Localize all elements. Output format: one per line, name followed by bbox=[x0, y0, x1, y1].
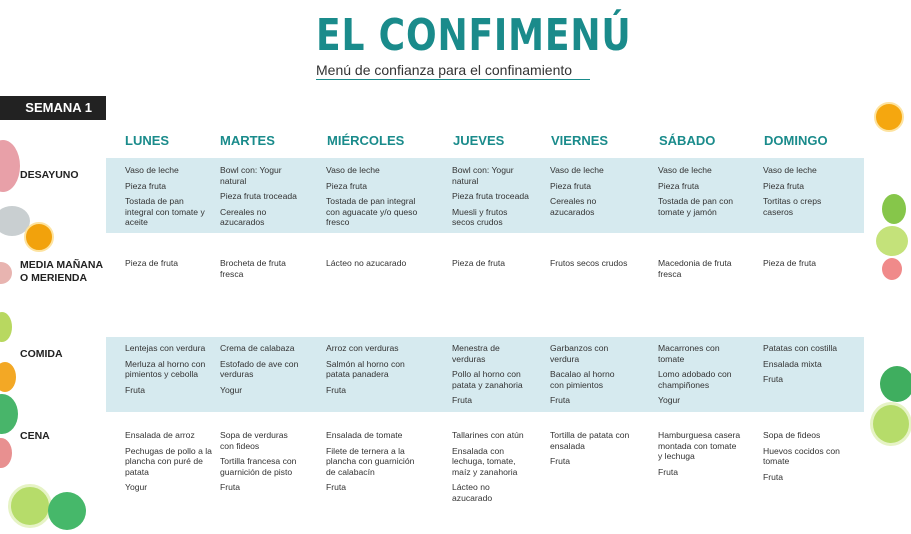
menu-cell-snack-monday bbox=[125, 258, 213, 274]
menu-item: Fruta bbox=[550, 395, 571, 406]
menu-cell-lunch-tuesday bbox=[220, 343, 304, 400]
menu-item: Ensalada de tomate bbox=[326, 430, 403, 440]
menu-cell-breakfast-thursday bbox=[452, 165, 532, 233]
menu-item: Ensalada de arroz bbox=[125, 430, 195, 440]
menu-item: Fruta bbox=[326, 482, 347, 493]
menu-item: Sopa de verduras con fideos bbox=[220, 430, 288, 451]
menu-item: Macarrones con tomate bbox=[658, 343, 720, 364]
menu-cell-lunch-friday bbox=[550, 343, 630, 411]
menu-item: Tostada de pan integral con aguacate y/o queso fresco bbox=[326, 196, 418, 228]
menu-item: Fruta bbox=[125, 384, 146, 395]
day-header-tuesday: MARTES bbox=[220, 133, 275, 148]
menu-item: Fruta bbox=[452, 395, 473, 406]
menu-item: Lácteo no azucarado bbox=[452, 482, 493, 503]
menu-item: Bowl con: Yogur natural bbox=[452, 165, 514, 186]
lime-decoration bbox=[48, 492, 86, 530]
menu-item: Filete de ternera a la plancha con guarnición de calabacín bbox=[326, 445, 415, 477]
menu-item: Fruta bbox=[220, 482, 241, 493]
page-title: EL CONFIMENÚ bbox=[316, 10, 632, 61]
menu-item: Vaso de leche bbox=[550, 165, 604, 175]
menu-item: Vaso de leche bbox=[763, 165, 817, 175]
menu-item: Fruta bbox=[658, 466, 679, 477]
menu-cell-dinner-saturday bbox=[658, 430, 742, 482]
menu-item: Tortilla francesa con guarnición de pisto bbox=[220, 456, 297, 477]
menu-item: Yogur bbox=[658, 395, 681, 406]
day-header-thursday: JUEVES bbox=[453, 133, 505, 148]
menu-item: Cereales no azucarados bbox=[550, 196, 597, 217]
menu-cell-lunch-saturday bbox=[658, 343, 742, 411]
lime-decoration bbox=[880, 366, 911, 402]
menu-item: Tortilla de patata con ensalada bbox=[550, 430, 630, 451]
orange-slice-decoration bbox=[24, 222, 54, 252]
menu-item: Macedonia de fruta fresca bbox=[658, 258, 732, 279]
menu-cell-snack-tuesday bbox=[220, 258, 304, 284]
fruit-decoration bbox=[0, 394, 18, 434]
menu-item: Bowl con: Yogur natural bbox=[220, 165, 282, 186]
row-label-breakfast: DESAYUNO bbox=[20, 169, 79, 181]
menu-cell-dinner-sunday bbox=[763, 430, 847, 487]
row-label-snack: MEDIA MAÑANA O MERIENDA bbox=[20, 259, 103, 284]
menu-item: Pieza fruta bbox=[326, 180, 368, 191]
menu-cell-snack-saturday bbox=[658, 258, 742, 284]
menu-item: Merluza al horno con pimientos y cebolla bbox=[125, 358, 206, 380]
menu-cell-lunch-wednesday bbox=[326, 343, 418, 400]
fruit-decoration bbox=[0, 262, 12, 284]
menu-item: Frutos secos crudos bbox=[550, 258, 628, 268]
menu-item: Fruta bbox=[550, 456, 571, 467]
fruit-decoration bbox=[0, 438, 12, 468]
menu-cell-snack-thursday bbox=[452, 258, 532, 274]
menu-item: Muesli y frutos secos crudos bbox=[452, 206, 508, 228]
menu-item: Pieza fruta bbox=[550, 180, 592, 191]
menu-item: Tallarines con atún bbox=[452, 430, 524, 440]
pear-decoration bbox=[882, 194, 906, 224]
week-badge: SEMANA 1 bbox=[0, 96, 106, 120]
menu-item: Tortitas o creps caseros bbox=[763, 196, 822, 217]
menu-cell-dinner-thursday bbox=[452, 430, 532, 509]
menu-item: Lácteo no azucarado bbox=[326, 258, 407, 268]
menu-cell-lunch-thursday bbox=[452, 343, 532, 411]
menu-item: Pollo al horno con patata y zanahoria bbox=[452, 369, 523, 390]
menu-item: Tostada de pan con tomate y jamón bbox=[658, 196, 734, 217]
menu-item: Lentejas con verdura bbox=[125, 343, 206, 353]
menu-item: Ensalada con lechuga, tomate, maíz y zanahoria bbox=[452, 445, 518, 477]
menu-item: Salmón al horno con patata panadera bbox=[326, 358, 405, 380]
lime-slice-decoration bbox=[876, 226, 908, 256]
menu-item: Fruta bbox=[326, 384, 347, 395]
menu-item: Pieza fruta troceada bbox=[220, 191, 297, 202]
menu-cell-dinner-wednesday bbox=[326, 430, 418, 498]
lime-slice-decoration bbox=[870, 402, 911, 446]
day-header-saturday: SÁBADO bbox=[659, 133, 716, 148]
menu-item: Yogur bbox=[125, 482, 148, 493]
row-label-lunch: COMIDA bbox=[20, 348, 63, 360]
menu-cell-dinner-friday bbox=[550, 430, 630, 472]
menu-item: Huevos cocidos con tomate bbox=[763, 445, 840, 467]
menu-item: Sopa de fideos bbox=[763, 430, 821, 440]
menu-item: Pieza de fruta bbox=[125, 258, 179, 268]
menu-item: Pieza fruta bbox=[763, 180, 805, 191]
menu-item: Patatas con costilla bbox=[763, 343, 838, 353]
menu-item: Bacalao al horno con pimientos bbox=[550, 369, 615, 390]
menu-cell-snack-friday bbox=[550, 258, 630, 274]
day-header-sunday: DOMINGO bbox=[764, 133, 828, 148]
menu-cell-breakfast-friday bbox=[550, 165, 630, 222]
menu-item: Pieza fruta bbox=[658, 180, 700, 191]
menu-cell-lunch-monday bbox=[125, 343, 213, 400]
menu-cell-lunch-sunday bbox=[763, 343, 847, 390]
menu-item: Cereales no azucarados bbox=[220, 206, 267, 228]
orange-slice-decoration bbox=[874, 102, 904, 132]
menu-cell-breakfast-tuesday bbox=[220, 165, 304, 233]
menu-item: Crema de calabaza bbox=[220, 343, 295, 353]
menu-cell-breakfast-wednesday bbox=[326, 165, 418, 233]
day-header-friday: VIERNES bbox=[551, 133, 609, 148]
menu-item: Pieza fruta troceada bbox=[452, 191, 529, 202]
day-header-monday: LUNES bbox=[125, 133, 170, 148]
row-label-dinner: CENA bbox=[20, 430, 50, 442]
lime-slice-decoration bbox=[8, 484, 52, 528]
menu-item: Vaso de leche bbox=[326, 165, 380, 175]
radish-decoration bbox=[882, 258, 902, 280]
fruit-decoration bbox=[0, 140, 20, 192]
menu-item: Pieza de fruta bbox=[452, 258, 506, 268]
menu-cell-breakfast-monday bbox=[125, 165, 213, 233]
menu-cell-breakfast-sunday bbox=[763, 165, 847, 222]
menu-item: Fruta bbox=[763, 471, 784, 482]
menu-item: Yogur bbox=[220, 384, 243, 395]
menu-item: Hamburguesa casera montada con tomate y lechuga bbox=[658, 430, 741, 462]
menu-item: Estofado de ave con verduras bbox=[220, 358, 299, 380]
menu-item: Menestra de verduras bbox=[452, 343, 500, 364]
day-header-wednesday: MIÉRCOLES bbox=[327, 133, 405, 148]
lemon-decoration bbox=[0, 312, 12, 342]
menu-item: Fruta bbox=[763, 374, 784, 385]
menu-item: Lomo adobado con champiñones bbox=[658, 369, 732, 390]
menu-item: Garbanzos con verdura bbox=[550, 343, 609, 364]
menu-item: Arroz con verduras bbox=[326, 343, 399, 353]
menu-item: Ensalada mixta bbox=[763, 358, 822, 369]
menu-cell-snack-sunday bbox=[763, 258, 847, 274]
menu-item: Pechugas de pollo a la plancha con puré de patata bbox=[125, 445, 212, 477]
menu-item: Pieza de fruta bbox=[763, 258, 817, 268]
menu-item: Pieza fruta bbox=[125, 180, 167, 191]
menu-cell-snack-wednesday bbox=[326, 258, 418, 274]
menu-cell-dinner-tuesday bbox=[220, 430, 304, 498]
menu-item: Vaso de leche bbox=[658, 165, 712, 175]
page-subtitle: Menú de confianza para el confinamiento bbox=[316, 62, 590, 80]
menu-item: Tostada de pan integral con tomate y aceite bbox=[125, 196, 205, 228]
menu-item: Vaso de leche bbox=[125, 165, 179, 175]
menu-item: Brocheta de fruta fresca bbox=[220, 258, 286, 279]
menu-cell-dinner-monday bbox=[125, 430, 213, 498]
menu-cell-breakfast-saturday bbox=[658, 165, 742, 222]
orange-decoration bbox=[0, 362, 16, 392]
